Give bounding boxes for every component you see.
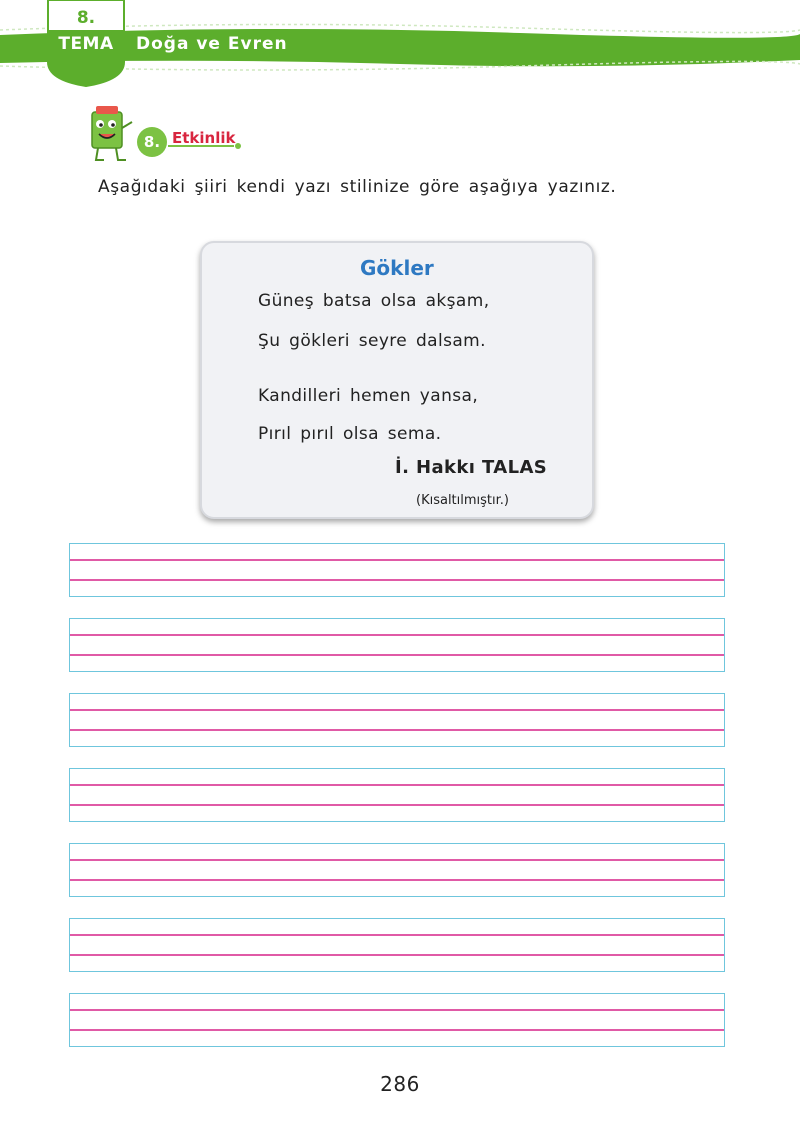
- guide-line: [70, 784, 724, 786]
- poem-line: Kandilleri hemen yansa,: [258, 386, 479, 406]
- activity-label: Etkinlik: [172, 129, 236, 147]
- writing-line-block[interactable]: [69, 918, 725, 972]
- poem-line: Şu gökleri seyre dalsam.: [258, 331, 486, 351]
- guide-line: [70, 729, 724, 731]
- guide-line: [70, 879, 724, 881]
- guide-line: [70, 1029, 724, 1031]
- poem-line: Pırıl pırıl olsa sema.: [258, 424, 442, 444]
- writing-line-block[interactable]: [69, 618, 725, 672]
- poem-title: Gökler: [360, 256, 434, 280]
- header-band: [0, 0, 800, 95]
- guide-line: [70, 559, 724, 561]
- writing-line-block[interactable]: [69, 693, 725, 747]
- writing-line-block[interactable]: [69, 993, 725, 1047]
- guide-line: [70, 804, 724, 806]
- poem-line: Güneş batsa olsa akşam,: [258, 291, 490, 311]
- guide-line: [70, 934, 724, 936]
- guide-line: [70, 634, 724, 636]
- tema-label: TEMA: [58, 34, 114, 54]
- poem-note: (Kısaltılmıştır.): [416, 493, 509, 508]
- instruction-text: Aşağıdaki şiiri kendi yazı stilinize göre aşağıya yazınız.: [98, 177, 617, 197]
- guide-line: [70, 954, 724, 956]
- poem-author: İ. Hakkı TALAS: [395, 457, 548, 478]
- guide-line: [70, 1009, 724, 1011]
- guide-line: [70, 579, 724, 581]
- writing-line-block[interactable]: [69, 768, 725, 822]
- guide-line: [70, 654, 724, 656]
- activity-number: 8.: [143, 133, 161, 151]
- page-number: 286: [380, 1072, 420, 1096]
- writing-line-block[interactable]: [69, 843, 725, 897]
- writing-line-block[interactable]: [69, 543, 725, 597]
- tema-number: 8.: [76, 8, 96, 28]
- guide-line: [70, 859, 724, 861]
- guide-line: [70, 709, 724, 711]
- header-title: Doğa ve Evren: [136, 34, 288, 54]
